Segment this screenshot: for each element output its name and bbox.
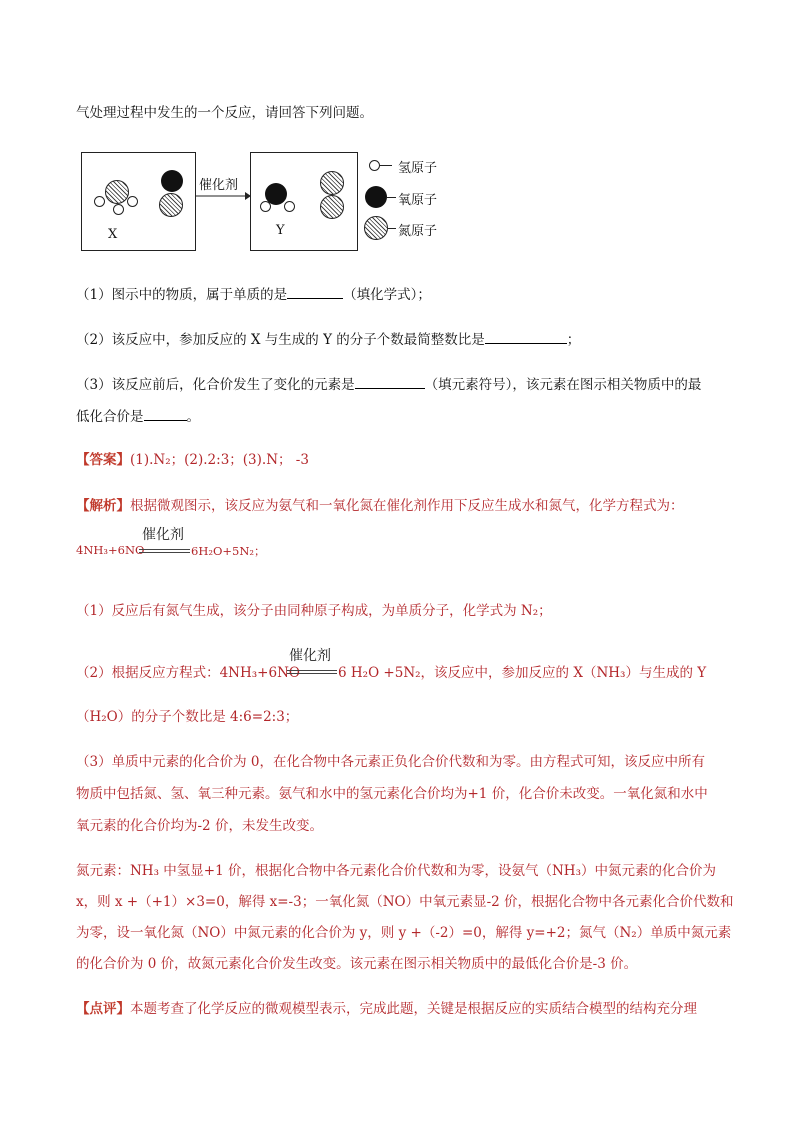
reactant-box xyxy=(81,152,196,251)
comment-text: 本题考查了化学反应的微观模型表示，完成此题，关键是根据反应的实质结合模型的结构充分理 xyxy=(130,1001,697,1017)
comment-line xyxy=(76,1000,697,1018)
legend-hydrogen: 氢原子 xyxy=(398,161,438,176)
analysis-p3-3: 氧元素的化合价均为-2 价，未发生改变。 xyxy=(76,818,323,834)
question-3: （3）该反应前后，化合价发生了变化的元素是 （填元素符号），该元素在图示相关物质中的最 xyxy=(76,377,702,393)
answer-blank[interactable] xyxy=(287,285,343,299)
answer-blank[interactable] xyxy=(144,407,187,421)
analysis-text: 根据微观图示，该反应为氨气和一氧化氮在催化剂作用下反应生成水和氮气，化学方程式为： xyxy=(130,498,684,514)
oxygen-atom xyxy=(161,170,183,192)
oxygen-legend-icon xyxy=(365,186,387,208)
nitrogen-atom xyxy=(320,171,344,195)
reaction-arrow-icon xyxy=(195,191,251,201)
hydrogen-legend-icon xyxy=(369,160,380,171)
analysis-p2-b: 6 H₂O +5N₂，该反应中，参加反应的 X（NH₃）与生成的 Y xyxy=(338,665,707,681)
analysis-p3-2: 物质中包括氮、氢、氧三种元素。氨气和水中的氢元素化合价均为+1 价，化合价未改变。一氧化氮和水中 xyxy=(76,786,708,802)
analysis-p4-2: x，则 x +（+1）×3=0，解得 x=-3；一氧化氮（NO）中氧元素显-2 价，根据化合物中各元素化合价代数和 xyxy=(76,894,734,910)
analysis-p4-1: 氮元素：NH₃ 中氢显+1 价，根据化合物中各元素化合价代数和为零，设氨气（NH₃）中氮元素的化合价为 xyxy=(76,863,716,879)
hydrogen-atom xyxy=(284,201,295,212)
p2-catalyst: 催化剂 xyxy=(289,648,331,664)
question-2: （2）该反应中，参加反应的 X 与生成的 Y 的分子个数最简整数比是 ； xyxy=(76,332,581,348)
answer-text: (1).N₂；(2).2:3；(3).N； -3 xyxy=(130,452,309,468)
analysis-p2-c: （H₂O）的分子个数比是 4:6=2:3； xyxy=(76,709,299,725)
answer-blank[interactable] xyxy=(355,375,425,389)
nitrogen-atom xyxy=(320,195,344,219)
equation-1-left: 4NH₃+6NO xyxy=(76,543,145,557)
analysis-p3-1: （3）单质中元素的化合价为 0，在化合物中各元素正负化合价代数和为零。由方程式可知，该反应中所有 xyxy=(76,754,705,770)
answer-line xyxy=(76,451,309,469)
nitrogen-atom xyxy=(105,180,129,204)
nitrogen-atom xyxy=(159,193,183,217)
comment-tag: 【点评】 xyxy=(76,1001,130,1017)
label-x: X xyxy=(108,227,118,242)
catalyst-label: 催化剂 xyxy=(199,178,239,193)
legend-oxygen: 氧原子 xyxy=(398,193,438,208)
equation-1-catalyst: 催化剂 xyxy=(142,527,184,543)
analysis-p2-a: （2）根据反应方程式：4NH₃+6NO xyxy=(76,665,300,681)
analysis-p4-4: 的化合价为 0 价，故氮元素化合价发生改变。该元素在图示相关物质中的最低化合价是-3 价。 xyxy=(76,956,638,972)
hydrogen-atom xyxy=(260,201,271,212)
legend-nitrogen: 氮原子 xyxy=(398,224,438,239)
analysis-line xyxy=(76,497,684,515)
analysis-p1: （1）反应后有氮气生成，该分子由同种原子构成，为单质分子，化学式为 N₂； xyxy=(76,603,552,619)
question-3-cont: 低化合价是 。 xyxy=(76,409,200,425)
analysis-p4-3: 为零，设一氧化氮（NO）中氮元素的化合价为 y，则 y +（-2）=0，解得 y=+2；氮气（N₂）单质中氮元素 xyxy=(76,925,732,941)
product-box xyxy=(250,152,358,251)
hydrogen-atom xyxy=(94,196,105,207)
equation-1-bar xyxy=(139,549,190,553)
answer-blank[interactable] xyxy=(485,330,567,344)
hydrogen-atom xyxy=(113,204,124,215)
question-1: （1）图示中的物质，属于单质的是 （填化学式）； xyxy=(76,287,431,303)
analysis-tag: 【解析】 xyxy=(76,498,130,514)
label-y: Y xyxy=(276,223,285,238)
p2-equation-bar xyxy=(287,670,337,674)
nitrogen-legend-icon xyxy=(364,216,388,240)
intro-text: 气处理过程中发生的一个反应，请回答下列问题。 xyxy=(76,105,373,121)
hydrogen-atom xyxy=(127,196,138,207)
equation-1-right: 6H₂O+5N₂； xyxy=(191,544,266,558)
answer-tag: 【答案】 xyxy=(76,452,130,468)
